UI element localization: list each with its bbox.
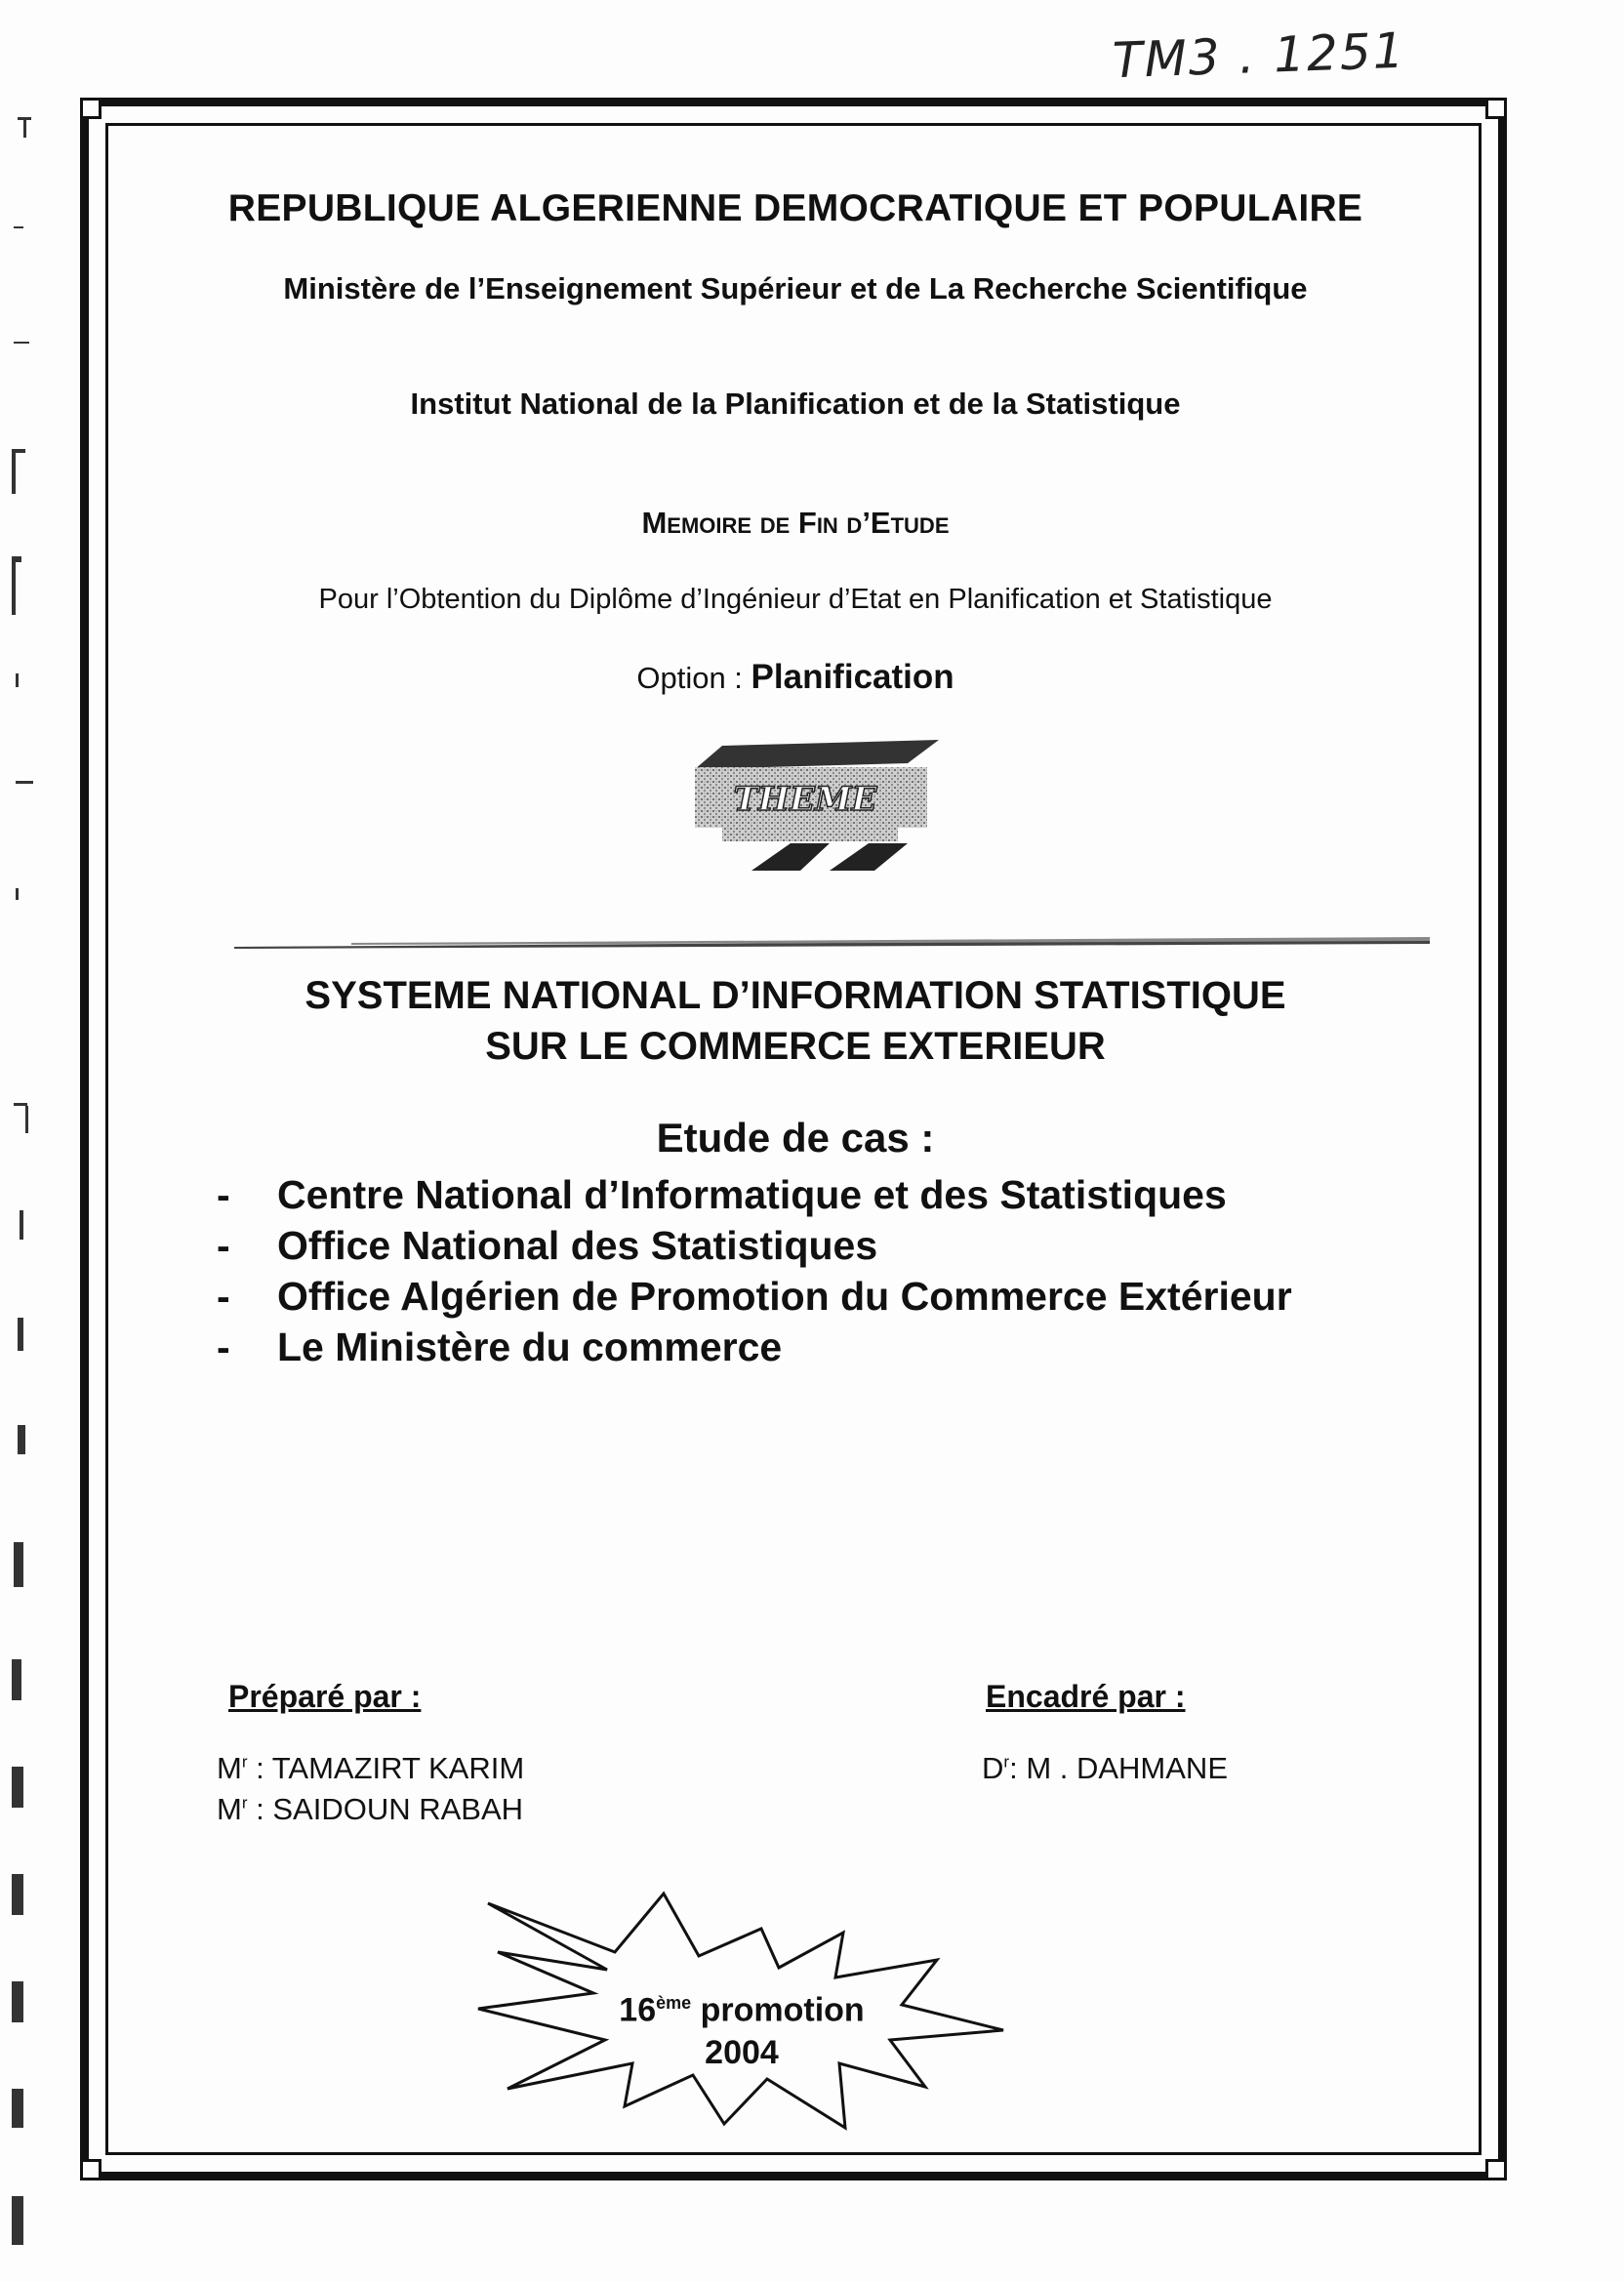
option-value: Planification (751, 658, 954, 696)
border-corner-top-right (1485, 98, 1507, 119)
handwritten-reference: TM3 . 1251 (1112, 21, 1407, 90)
case-study-item: Le Ministère du commerce (277, 1324, 783, 1369)
case-study-heading: Etude de cas : (656, 1115, 935, 1161)
border-corner-top-left (80, 98, 102, 119)
author-separator: : (247, 1792, 264, 1826)
case-study-item: Office Algérien de Promotion du Commerce Extérieur (277, 1274, 1292, 1319)
author-title: M (217, 1751, 242, 1785)
author-1 (217, 1751, 524, 1786)
author-2 (217, 1792, 523, 1827)
supervised-by-label: Encadré par : (986, 1679, 1186, 1714)
supervisor-title-sup: r (1003, 1752, 1010, 1772)
case-study-item: Centre National d’Informatique et des Statistiques (277, 1172, 1227, 1217)
list-item (217, 1271, 1292, 1322)
author-name: SAIDOUN RABAH (272, 1792, 524, 1826)
prepared-by-label: Préparé par : (228, 1679, 422, 1714)
author-title-sup: r (241, 1793, 248, 1813)
list-bullet: - (217, 1274, 230, 1319)
theme-badge-icon (683, 734, 947, 880)
list-bullet: - (217, 1223, 230, 1268)
list-bullet: - (217, 1172, 230, 1217)
author-title-sup: r (241, 1752, 248, 1772)
author-title: M (217, 1792, 242, 1826)
scan-edge-marks (0, 0, 78, 2282)
option-label: Option : (636, 661, 743, 695)
thesis-title-line1: SYSTEME NATIONAL D’INFORMATION STATISTIQUE (304, 974, 1286, 1017)
supervisor-name: M . DAHMANE (1026, 1751, 1228, 1785)
list-bullet: - (217, 1324, 230, 1369)
list-item (217, 1169, 1292, 1220)
thesis-title (117, 970, 1474, 1072)
institute-heading: Institut National de la Planification et de la Statistique (410, 387, 1181, 421)
option-line (117, 658, 1474, 697)
promotion-label: promotion (691, 1991, 865, 2029)
supervisor-separator: : (1009, 1751, 1018, 1785)
list-item (217, 1322, 1292, 1372)
memoire-title: Memoire de Fin d’Etude (641, 506, 950, 540)
promotion-line (547, 1981, 937, 2031)
promotion-number: 16 (619, 1991, 657, 2029)
ministry-heading: Ministère de l’Enseignement Supérieur et de La Recherche Scientifique (283, 271, 1308, 306)
thesis-title-line2: SUR LE COMMERCE EXTERIEUR (485, 1025, 1106, 1068)
author-separator: : (247, 1751, 264, 1785)
diploma-line: Pour l’Obtention du Diplôme d’Ingénieur d’Etat en Planification et Statistique (318, 584, 1273, 615)
theme-badge-text: THEME (733, 780, 877, 819)
divider-rule (234, 935, 1430, 949)
republic-heading: REPUBLIQUE ALGERIENNE DEMOCRATIQUE ET POPULAIRE (227, 187, 1363, 229)
promotion-year: 2004 (705, 2034, 779, 2072)
promotion-text (547, 1981, 937, 2074)
promotion-sup: ème (656, 1993, 692, 2013)
border-corner-bottom-right (1485, 2159, 1507, 2180)
case-study-item: Office National des Statistiques (277, 1223, 878, 1268)
list-item (217, 1220, 1292, 1271)
supervisor (982, 1751, 1228, 1786)
author-name: TAMAZIRT KARIM (271, 1751, 525, 1785)
border-corner-bottom-left (80, 2159, 102, 2180)
case-study-list (217, 1169, 1292, 1372)
supervisor-title: D (982, 1751, 1004, 1785)
